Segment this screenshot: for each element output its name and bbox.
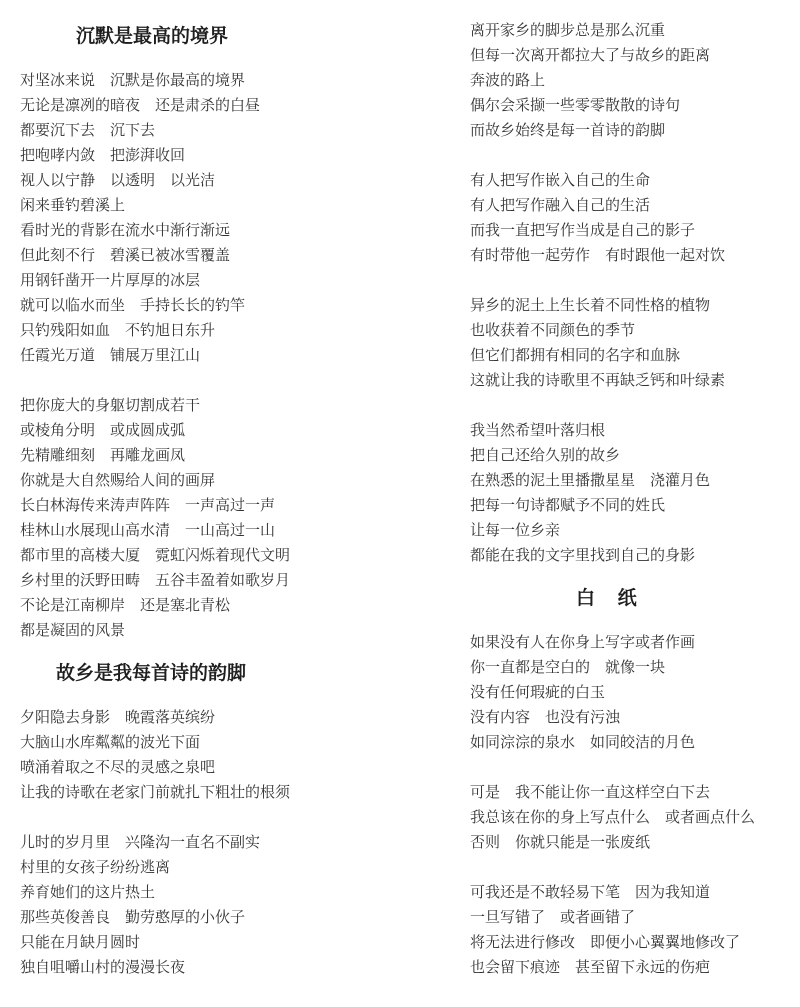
poem-line: 都能在我的文字里找到自己的身影 [470,546,696,564]
poem-line: 一旦写错了 或者画错了 [470,908,636,926]
poem-line: 而故乡始终是每一首诗的韵脚 [470,121,666,139]
stanza [470,880,795,980]
poem-line: 只能在月缺月圆时 [20,933,141,951]
poem-line: 把你庞大的身躯切割成若干 [20,396,201,414]
poem-line: 有时带他一起劳作 有时跟他一起对饮 [470,246,726,264]
stanza [20,393,440,643]
stanza [20,68,440,368]
stanza [470,780,795,855]
poem-line: 这就让我的诗歌里不再缺乏钙和叶绿素 [470,371,726,389]
poem-line: 用钢钎凿开一片厚厚的冰层 [20,271,201,289]
poem-line: 异乡的泥土上生长着不同性格的植物 [470,296,711,314]
poem-line: 看时光的背影在流水中渐行渐远 [20,221,231,239]
poem-line: 在熟悉的泥土里播撒星星 浇灌月色 [470,471,711,489]
poem-line: 长白林海传来涛声阵阵 一声高过一声 [20,496,276,514]
stanza [470,418,795,568]
stanza [470,18,795,143]
poem-line: 都要沉下去 沉下去 [20,121,156,139]
poem-line: 视人以宁静 以透明 以光洁 [20,171,216,189]
poem-line: 可我还是不敢轻易下笔 因为我知道 [470,883,711,901]
poem-line: 那些英俊善良 勤劳憨厚的小伙子 [20,908,246,926]
stanza [20,705,440,805]
poem-line: 只钓残阳如血 不钓旭日东升 [20,321,216,339]
poem-line: 把每一句诗都赋予不同的姓氏 [470,496,666,514]
poem-line: 独自咀嚼山村的漫漫长夜 [20,958,186,976]
right-column [470,18,795,980]
left-column [20,18,440,980]
poem-line: 把咆哮内敛 把澎湃收回 [20,146,186,164]
poem-line: 对坚冰来说 沉默是你最高的境界 [20,71,246,89]
poem-line: 儿时的岁月里 兴隆沟一直名不副实 [20,833,261,851]
poem-line: 桂林山水展现山高水清 一山高过一山 [20,521,276,539]
poem-line: 就可以临水而坐 手持长长的钓竿 [20,296,246,314]
stanza [20,830,440,980]
poem-line: 乡村里的沃野田畴 五谷丰盈着如歌岁月 [20,571,291,589]
poem-line: 先精雕细刻 再雕龙画凤 [20,446,186,464]
poem-line: 闲来垂钓碧溪上 [20,196,126,214]
poem-line: 离开家乡的脚步总是那么沉重 [470,21,666,39]
poem-line: 夕阳隐去身影 晚霞落英缤纷 [20,708,216,726]
poem-line: 也会留下痕迹 甚至留下永远的伤疤 [470,958,711,976]
poem-line: 否则 你就只能是一张废纸 [470,833,651,851]
poem-title-silence: 沉默是最高的境界 [76,25,229,47]
poem-line: 没有任何瑕疵的白玉 [470,683,606,701]
poem-line: 也收获着不同颜色的季节 [470,321,636,339]
poem-line: 如果没有人在你身上写字或者作画 [470,633,696,651]
poem-line: 你就是大自然赐给人间的画屏 [20,471,216,489]
poem-line: 村里的女孩子纷纷逃离 [20,858,171,876]
poem-line: 偶尔会采撷一些零零散散的诗句 [470,96,681,114]
poem-line: 让每一位乡亲 [470,521,561,539]
poem-line: 养育她们的这片热土 [20,883,156,901]
poem-line: 如同淙淙的泉水 如同皎洁的月色 [470,733,696,751]
poem-line: 任霞光万道 铺展万里江山 [20,346,201,364]
poem-line: 将无法进行修改 即便小心翼翼地修改了 [470,933,741,951]
poem-line: 有人把写作嵌入自己的生命 [470,171,651,189]
poem-line: 没有内容 也没有污浊 [470,708,621,726]
poem-line: 但此刻不行 碧溪已被冰雪覆盖 [20,246,231,264]
poem-line: 而我一直把写作当成是自己的影子 [470,221,696,239]
poem-line: 有人把写作融入自己的生活 [470,196,651,214]
poem-line: 我总该在你的身上写点什么 或者画点什么 [470,808,756,826]
poem-line: 可是 我不能让你一直这样空白下去 [470,783,711,801]
poem-line: 但它们都拥有相同的名字和血脉 [470,346,681,364]
poem-line: 把自己还给久别的故乡 [470,446,621,464]
poem-line: 我当然希望叶落归根 [470,421,606,439]
poem-title-white-paper: 白 纸 [576,587,645,609]
poem-line: 你一直都是空白的 就像一块 [470,658,666,676]
stanza [470,630,795,755]
poem-line: 让我的诗歌在老家门前就扎下粗壮的根须 [20,783,291,801]
poem-line: 奔波的路上 [470,71,546,89]
poem-line: 不论是江南柳岸 还是塞北青松 [20,596,231,614]
poem-line: 喷涌着取之不尽的灵感之泉吧 [20,758,216,776]
poem-line: 无论是凛冽的暗夜 还是肃杀的白昼 [20,96,261,114]
poem-line: 都是凝固的风景 [20,621,126,639]
poem-title-hometown: 故乡是我每首诗的韵脚 [56,662,247,684]
stanza [470,168,795,268]
poem-line: 但每一次离开都拉大了与故乡的距离 [470,46,711,64]
poem-line: 大脑山水库粼粼的波光下面 [20,733,201,751]
stanza [470,293,795,393]
poem-line: 都市里的高楼大厦 霓虹闪烁着现代文明 [20,546,291,564]
poem-line: 或棱角分明 或成圆成弧 [20,421,186,439]
